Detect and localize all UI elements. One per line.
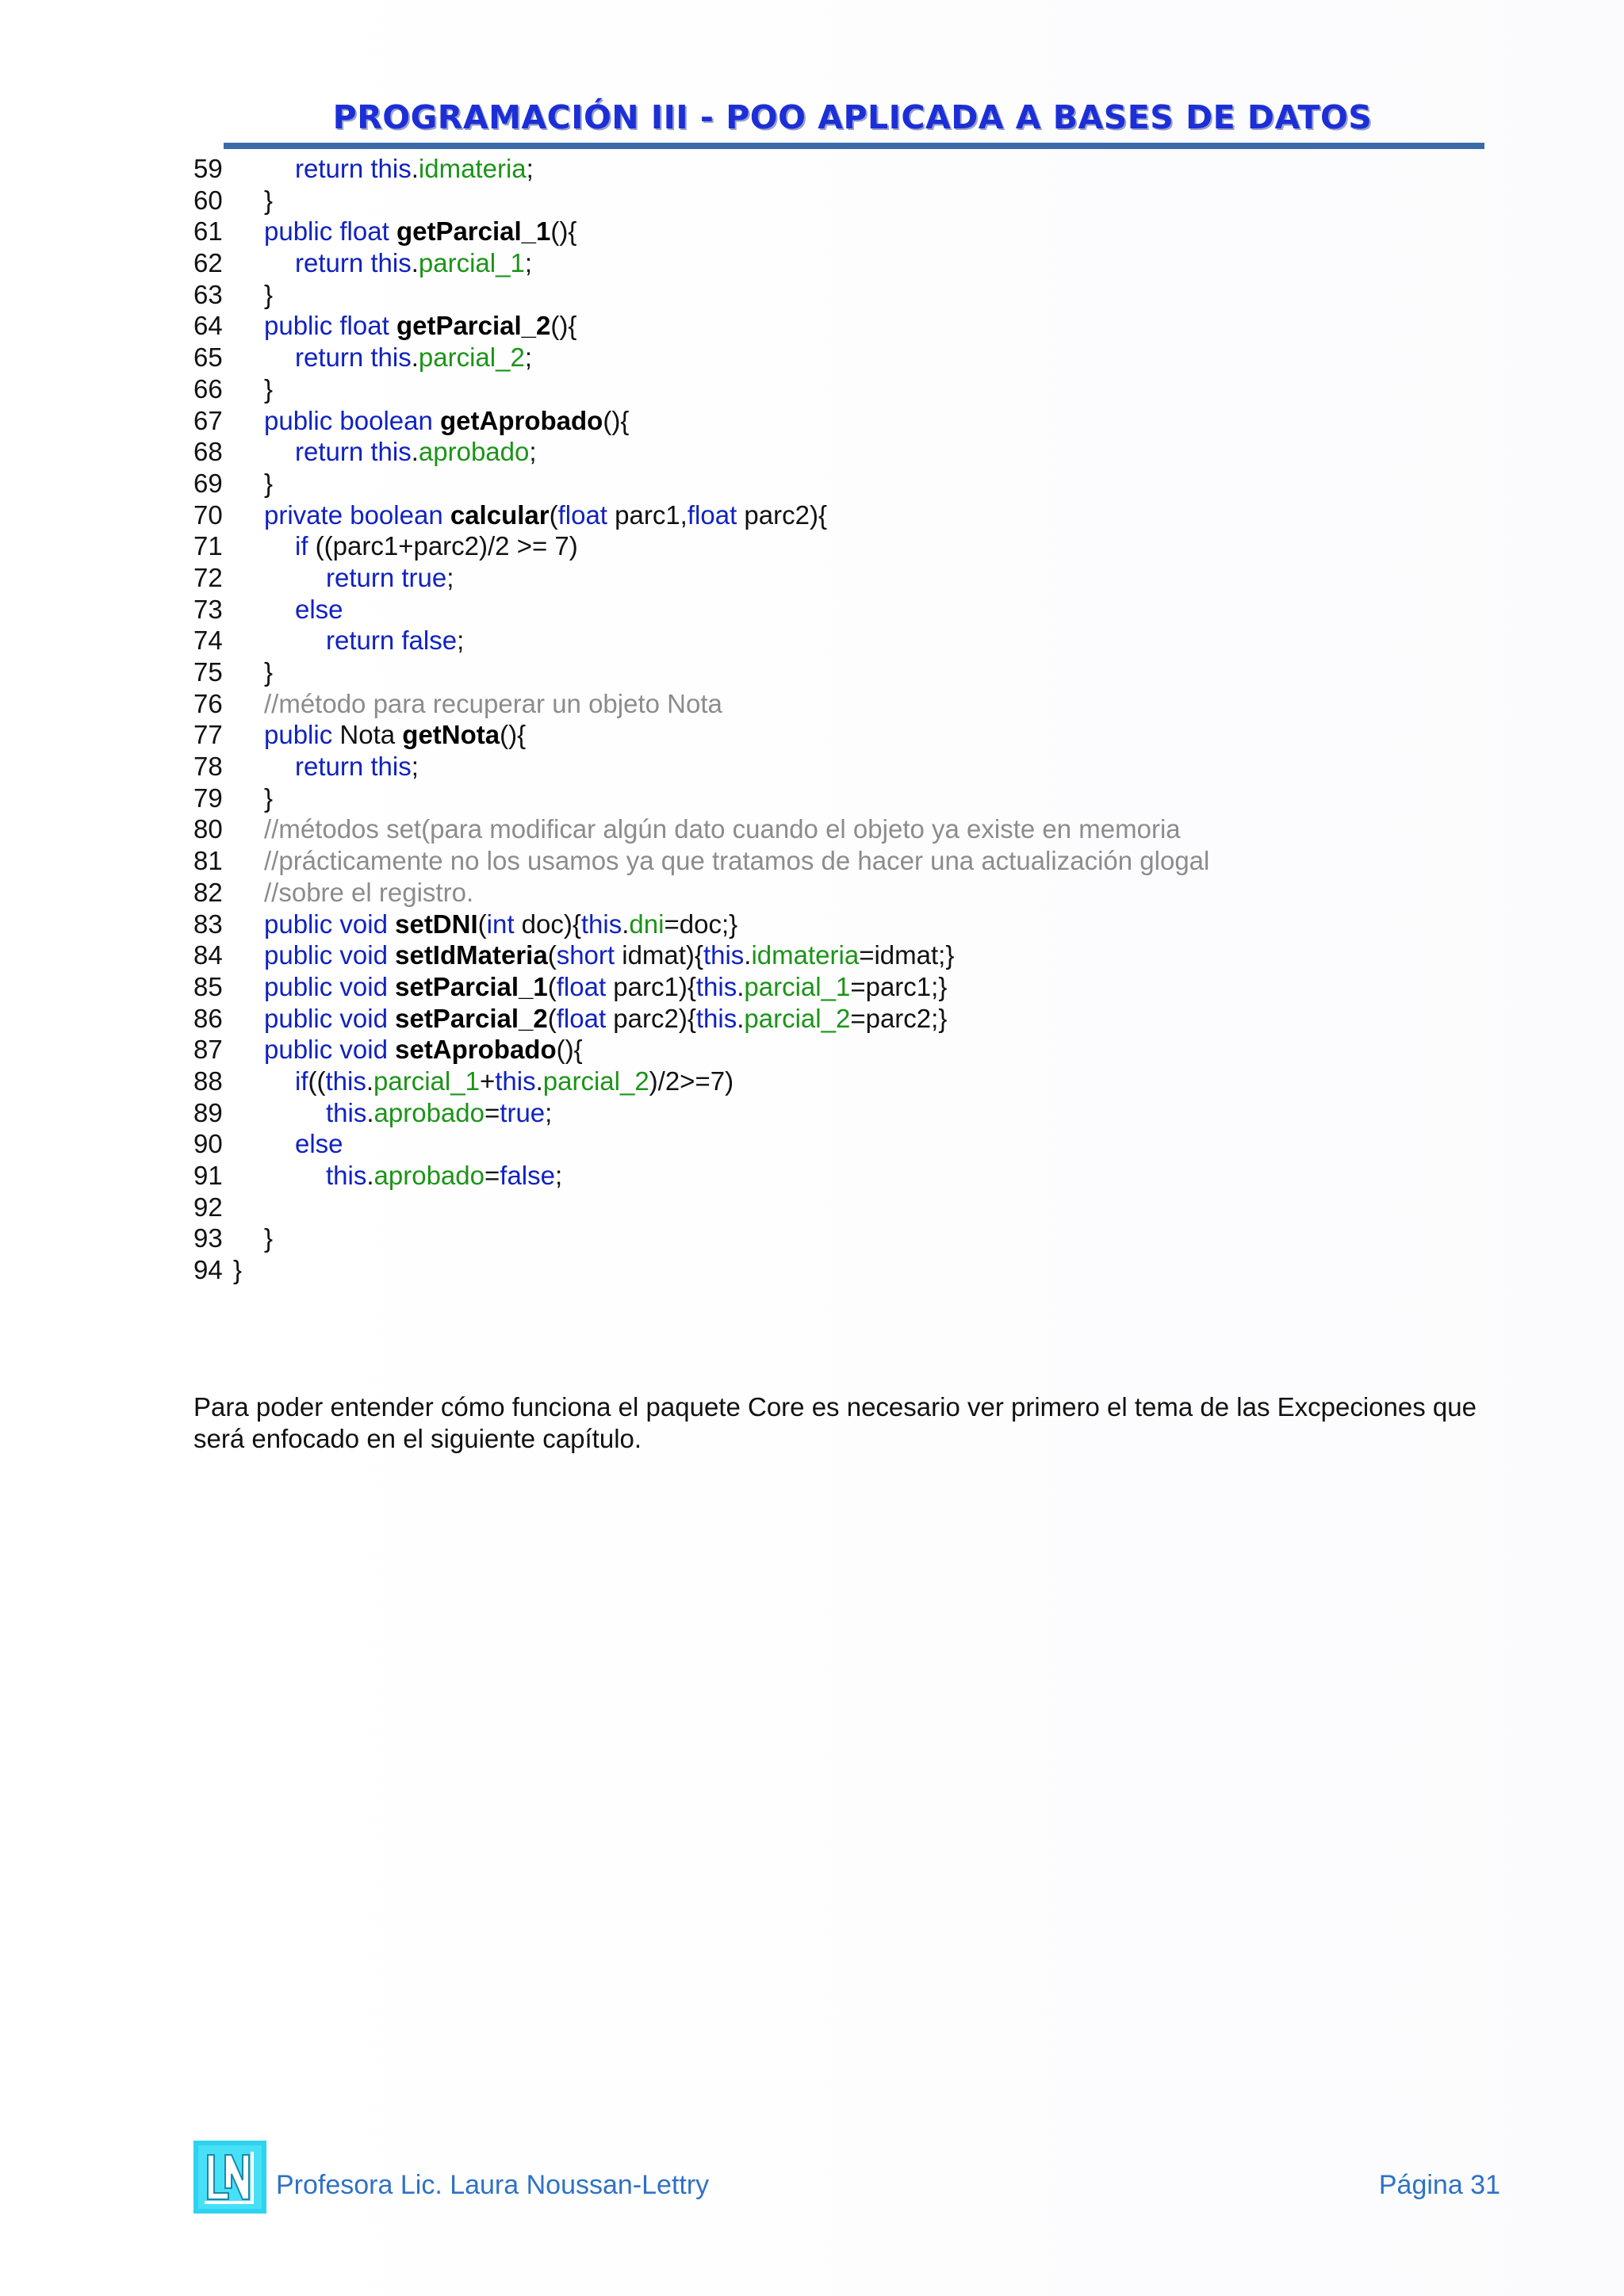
code-token: else (295, 1129, 343, 1159)
code-text (264, 405, 629, 437)
code-text (233, 1254, 242, 1286)
line-number: 91 (193, 1161, 223, 1190)
code-token: false (500, 1161, 555, 1190)
code-token: setParcial_1 (395, 971, 548, 1001)
code-token: return this (295, 248, 412, 278)
code-token: } (233, 1255, 243, 1285)
code-line (193, 153, 1209, 185)
code-token: public boolean (264, 405, 441, 435)
line-number: 85 (193, 971, 223, 1001)
line-number: 64 (193, 311, 223, 341)
code-line (193, 1097, 1209, 1129)
code-line (193, 405, 1209, 437)
code-text (264, 813, 1181, 845)
code-token: parc2){ (737, 499, 827, 530)
code-line (193, 310, 1209, 342)
footer-page-number: Página 31 (1378, 2170, 1500, 2200)
code-line (193, 656, 1209, 688)
code-token: public void (264, 1003, 396, 1033)
code-token: public void (264, 1035, 396, 1065)
code-token: . (411, 154, 419, 183)
code-token: return true (326, 562, 447, 592)
code-line (193, 185, 1209, 216)
code-line (193, 845, 1209, 877)
code-line (193, 971, 1209, 1003)
code-token: } (264, 657, 274, 687)
line-number: 89 (193, 1097, 223, 1127)
code-token: return this (295, 437, 412, 467)
code-token: aprobado (373, 1097, 485, 1127)
code-token: parc1){ (606, 971, 696, 1001)
code-token: . (366, 1161, 374, 1190)
footer-author: Profesora Lic. Laura Noussan-Lettry (276, 2170, 710, 2200)
code-token: ; (526, 154, 534, 183)
author-logo-icon (193, 2141, 266, 2214)
code-text (326, 1097, 552, 1129)
code-token: this (695, 1003, 737, 1033)
code-text (326, 1160, 562, 1192)
code-text (295, 342, 532, 373)
code-token: } (264, 279, 274, 309)
code-text (326, 625, 464, 656)
code-text (264, 499, 827, 531)
code-token: (){ (603, 405, 630, 435)
code-line (193, 1254, 1209, 1286)
code-line (193, 1034, 1209, 1066)
code-token: . (411, 248, 419, 278)
code-token: getParcial_1 (396, 216, 551, 247)
line-number: 73 (193, 594, 223, 624)
code-text (295, 594, 343, 626)
code-line (193, 342, 1209, 373)
code-text (264, 783, 273, 814)
code-token: public void (264, 971, 396, 1001)
code-token: public float (264, 216, 396, 247)
code-token: if (295, 1066, 308, 1096)
page-header-title: PROGRAMACIÓN III - POO APLICADA A BASES DE DATOS (332, 98, 1373, 136)
code-token: aprobado (373, 1161, 485, 1190)
code-token: return false (326, 626, 458, 656)
code-token: float (557, 499, 607, 530)
code-text (264, 845, 1209, 877)
code-line (193, 625, 1209, 656)
code-token: parcial_2 (542, 1066, 649, 1096)
code-token: = (485, 1161, 500, 1190)
code-token: this (326, 1097, 367, 1127)
code-token: . (622, 909, 630, 939)
code-line (193, 1003, 1209, 1035)
code-token: parcial_2 (744, 1003, 851, 1033)
line-number: 62 (193, 248, 223, 278)
code-token: //métodos set(para modificar algún dato cuando el objeto ya existe en memoria (264, 814, 1181, 844)
code-token: ; (457, 626, 465, 656)
code-token: if (295, 531, 308, 561)
line-number: 59 (193, 154, 223, 183)
code-token: ( (477, 909, 487, 939)
code-token: ( (547, 940, 557, 970)
code-token: =parc1;} (850, 971, 948, 1001)
code-text (264, 216, 576, 247)
code-line (193, 688, 1209, 720)
code-token: } (264, 783, 274, 813)
code-token: setDNI (395, 909, 478, 939)
code-text (295, 530, 578, 562)
line-number: 63 (193, 279, 223, 309)
code-token: //método para recuperar un objeto Nota (264, 688, 722, 718)
code-token: ( (547, 1003, 557, 1033)
code-token: this (580, 909, 622, 939)
line-number: 79 (193, 783, 223, 813)
code-token: dni (629, 909, 665, 939)
code-text (264, 688, 722, 720)
code-line (193, 1192, 1209, 1223)
code-token: getParcial_2 (396, 311, 551, 341)
code-token: public void (264, 940, 396, 970)
line-number: 90 (193, 1129, 223, 1159)
code-token: //prácticamente no los usamos ya que tratamos de hacer una actualización glogal (264, 846, 1210, 876)
code-line (193, 939, 1209, 971)
line-number: 92 (193, 1192, 223, 1222)
line-number: 72 (193, 562, 223, 592)
body-paragraph: Para poder entender cómo funciona el paquete Core es necesario ver primero el tema de las Excpeciones que será enfocado en el siguiente capítulo. (193, 1392, 1477, 1453)
line-number: 87 (193, 1035, 223, 1065)
code-token: float (556, 1003, 607, 1033)
code-token: getAprobado (440, 405, 603, 435)
code-line (193, 562, 1209, 594)
line-number: 66 (193, 373, 223, 404)
code-token: idmat){ (615, 940, 703, 970)
code-listing (193, 153, 1209, 1286)
line-number: 74 (193, 626, 223, 656)
line-number: 82 (193, 877, 223, 907)
code-token: =doc;} (664, 909, 738, 939)
line-number: 75 (193, 657, 223, 687)
code-token: parcial_1 (418, 248, 525, 278)
code-text (264, 939, 954, 971)
code-line (193, 594, 1209, 626)
code-text (264, 656, 273, 688)
code-line (193, 216, 1209, 247)
code-token: float (556, 971, 607, 1001)
line-number: 71 (193, 531, 223, 561)
line-number: 80 (193, 814, 223, 844)
code-token: (){ (556, 1035, 583, 1065)
line-number: 60 (193, 185, 223, 215)
code-line (193, 909, 1209, 940)
code-token: . (535, 1066, 543, 1096)
code-token: Nota (332, 720, 403, 750)
line-number: 65 (193, 342, 223, 373)
code-text (295, 751, 419, 783)
code-text (326, 562, 454, 594)
line-number: 61 (193, 216, 223, 247)
code-token: + (479, 1066, 496, 1096)
code-line (193, 877, 1209, 909)
code-line (193, 751, 1209, 783)
code-token: ; (524, 248, 532, 278)
line-number: 67 (193, 405, 223, 435)
code-token: getNota (402, 720, 500, 750)
code-token: this (325, 1066, 366, 1096)
code-line (193, 1160, 1209, 1192)
line-number: 83 (193, 909, 223, 939)
code-token: return this (295, 752, 412, 782)
code-token: ; (555, 1161, 563, 1190)
code-token: } (264, 1223, 274, 1253)
code-text (264, 909, 737, 940)
code-token: ; (545, 1097, 553, 1127)
code-text (295, 436, 537, 468)
code-token: setIdMateria (395, 940, 548, 970)
code-text (264, 373, 273, 405)
code-token: ((parc1+parc2)/2 >= 7) (308, 531, 578, 561)
code-token: } (264, 373, 274, 404)
code-token: } (264, 468, 274, 498)
code-token: return this (295, 342, 412, 373)
code-token: =parc2;} (850, 1003, 948, 1033)
line-number: 70 (193, 499, 223, 530)
code-token: ; (529, 437, 537, 467)
code-token: calcular (450, 499, 550, 530)
code-token: . (737, 971, 745, 1001)
code-text (264, 971, 947, 1003)
code-line (193, 1066, 1209, 1097)
code-line (193, 468, 1209, 499)
line-number: 76 (193, 688, 223, 718)
code-text (295, 153, 534, 185)
code-token: idmateria (418, 154, 527, 183)
code-line (193, 719, 1209, 751)
code-text (264, 310, 576, 342)
code-token: this (703, 940, 745, 970)
code-token: short (556, 940, 615, 970)
code-token: public (264, 720, 333, 750)
code-token: public void (264, 909, 396, 939)
code-token: . (737, 1003, 745, 1033)
code-token: true (500, 1097, 546, 1127)
code-line (193, 813, 1209, 845)
code-token: (){ (500, 720, 527, 750)
line-number: 77 (193, 720, 223, 750)
code-line (193, 373, 1209, 405)
code-token: private boolean (264, 499, 450, 530)
code-line (193, 499, 1209, 531)
code-text (264, 1034, 583, 1066)
code-line (193, 1223, 1209, 1254)
line-number: 93 (193, 1223, 223, 1253)
code-token: float (687, 499, 737, 530)
line-number: 68 (193, 437, 223, 467)
code-text (295, 1128, 343, 1160)
code-text (264, 279, 273, 311)
code-line (193, 1128, 1209, 1160)
code-text (295, 247, 532, 279)
line-number: 86 (193, 1003, 223, 1033)
code-line (193, 530, 1209, 562)
code-token: setAprobado (395, 1035, 557, 1065)
code-token: parc1, (607, 499, 688, 530)
code-token: . (411, 342, 419, 373)
code-token: . (366, 1097, 374, 1127)
code-token: this (695, 971, 737, 1001)
code-token: ; (446, 562, 454, 592)
code-token: parcial_1 (744, 971, 851, 1001)
code-token: ( (547, 971, 557, 1001)
code-token: (){ (550, 216, 577, 247)
code-text (264, 719, 526, 751)
code-token: this (495, 1066, 536, 1096)
code-token: (){ (550, 311, 577, 341)
code-text (264, 877, 473, 909)
code-token: ; (524, 342, 532, 373)
code-token: parcial_2 (418, 342, 525, 373)
code-token: parcial_1 (373, 1066, 480, 1096)
code-token: ( (549, 499, 558, 530)
code-token: this (326, 1161, 367, 1190)
code-line (193, 783, 1209, 814)
code-token: //sobre el registro. (264, 877, 474, 907)
line-number: 69 (193, 468, 223, 498)
code-token: =idmat;} (859, 940, 955, 970)
code-token: = (485, 1097, 500, 1127)
code-text (264, 1223, 273, 1254)
code-token: parc2){ (606, 1003, 696, 1033)
code-token: ; (411, 752, 419, 782)
code-token: (( (308, 1066, 326, 1096)
code-line (193, 279, 1209, 311)
line-number: 84 (193, 940, 223, 970)
line-number: 94 (193, 1255, 223, 1285)
code-token: else (295, 594, 343, 624)
code-text (295, 1066, 733, 1097)
code-token: int (486, 909, 515, 939)
line-number: 81 (193, 846, 223, 876)
code-text (264, 468, 273, 499)
code-line (193, 436, 1209, 468)
code-token: return this (295, 154, 412, 183)
code-token: idmateria (751, 940, 860, 970)
line-number: 88 (193, 1066, 223, 1096)
header-divider (224, 143, 1484, 149)
code-token: . (366, 1066, 374, 1096)
code-text (264, 1003, 947, 1035)
code-token: setParcial_2 (395, 1003, 548, 1033)
code-token: aprobado (418, 437, 530, 467)
code-token: . (744, 940, 752, 970)
code-token: } (264, 185, 274, 215)
line-number: 78 (193, 752, 223, 782)
code-token: public float (264, 311, 396, 341)
code-text (264, 185, 273, 216)
code-token: )/2>=7) (649, 1066, 734, 1096)
code-token: . (411, 437, 419, 467)
code-line (193, 247, 1209, 279)
code-token: doc){ (514, 909, 581, 939)
